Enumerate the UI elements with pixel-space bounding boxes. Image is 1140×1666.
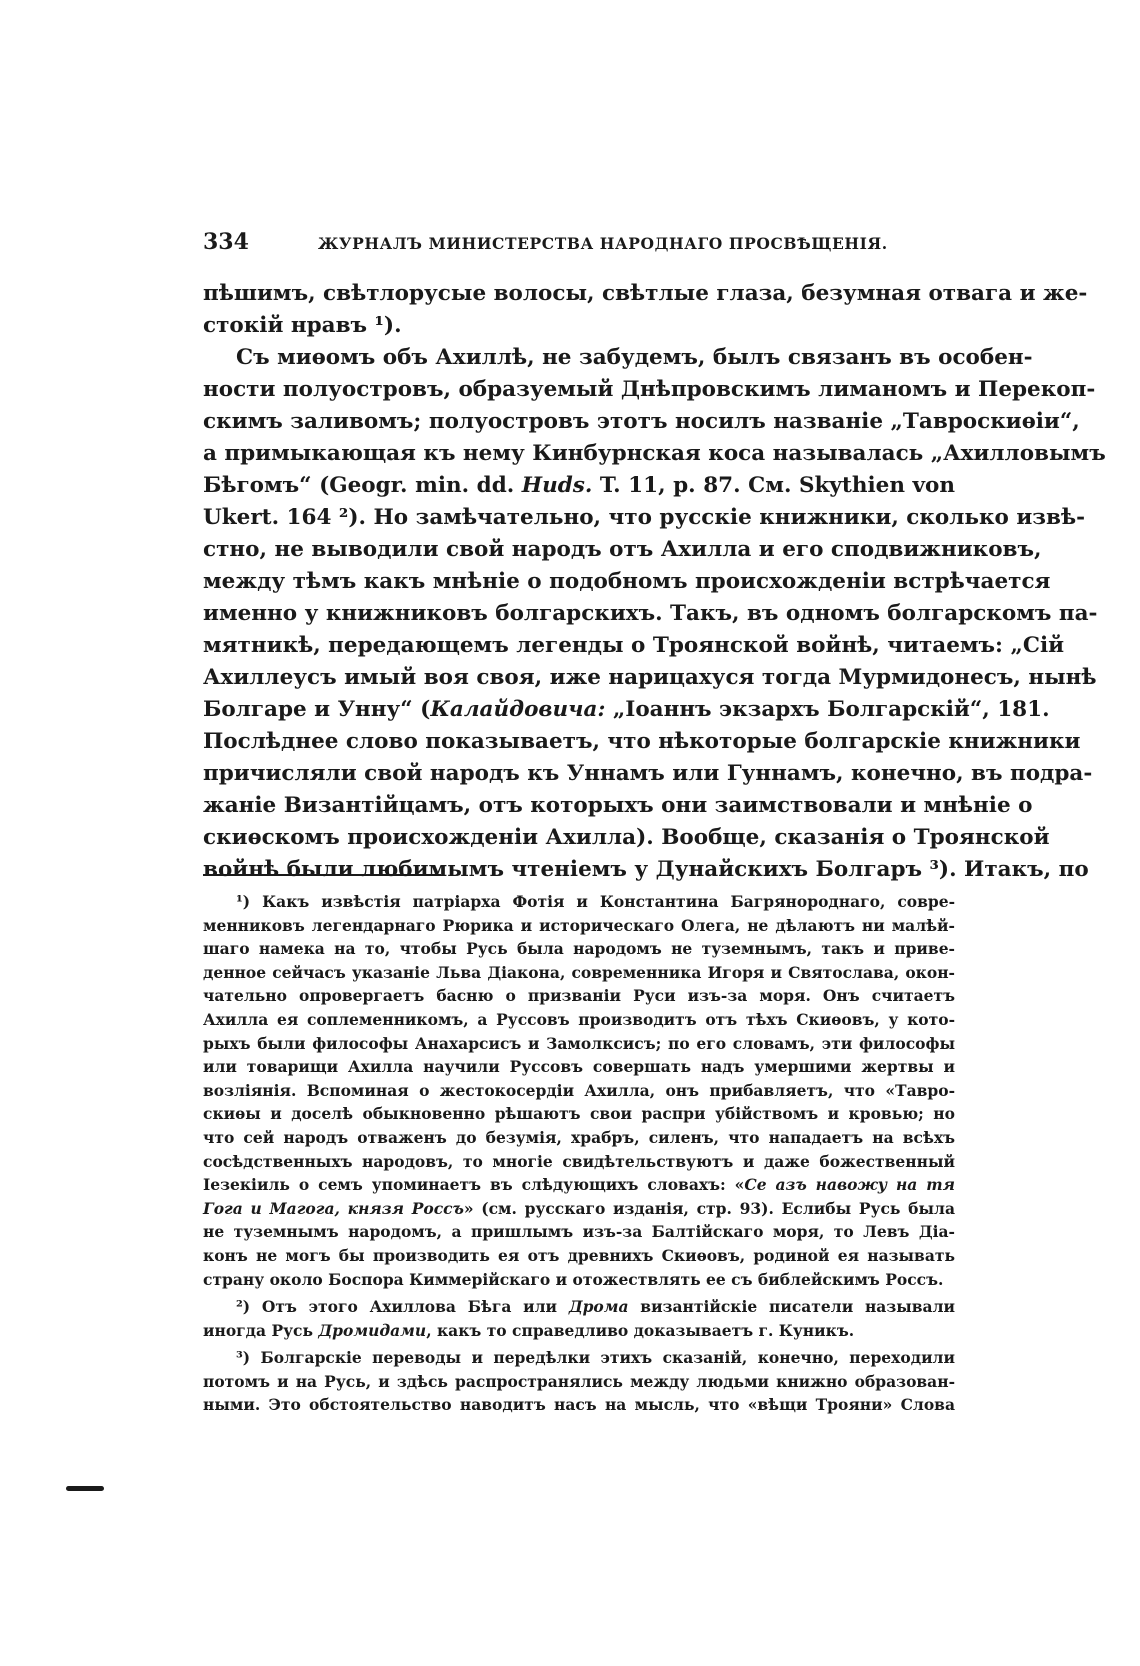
main-text: [203, 278, 1106, 886]
footnote-3-line: ³) Болгарскіе переводы и передѣлки этихъ сказаній, конечно, переходили: [236, 1348, 955, 1368]
footnote-line: менниковъ легендарнаго Рюрика и историческаго Олега, не дѣлаютъ ни малѣй-: [203, 915, 955, 935]
footnote-line: чательно опровергаетъ басню о призваніи Руси изъ-за моря. Онъ считаетъ: [203, 986, 955, 1006]
footnote-italic: Се азъ навожу на тя: [744, 1175, 956, 1195]
footnote-italic: Дромидами: [318, 1320, 427, 1340]
body-line: Съ миѳомъ объ Ахиллѣ, не забудемъ, былъ связанъ въ особен-: [236, 345, 1033, 370]
footnotes: [203, 890, 955, 1417]
footnote-line: что сей народъ отваженъ до безумія, храбръ, силенъ, что нападаетъ на всѣхъ: [203, 1127, 955, 1147]
footnote-text: , какъ то справедливо доказываетъ г. Куникъ.: [426, 1320, 855, 1340]
body-line: скиѳскомъ происхожденіи Ахилла). Вообще, сказанія о Троянской: [203, 825, 1050, 850]
body-text: Бѣгомъ“ (Geogr. min. dd.: [203, 473, 522, 498]
body-line: Ukert. 164 ²). Но замѣчательно, что русскіе книжники, сколько извѣ-: [203, 505, 1086, 530]
body-line: мятникѣ, передающемъ легенды о Троянской войнѣ, читаемъ: „Сій: [203, 633, 1065, 658]
body-line-kalaidovich: [203, 694, 1050, 726]
footnote-line: шаго намека на то, чтобы Русь была народомъ не туземнымъ, такъ и приве-: [203, 939, 955, 959]
body-line: Послѣднее слово показываетъ, что нѣкоторые болгарскіе книжники: [203, 729, 1081, 754]
page-number: 334: [203, 229, 249, 255]
footnote-italic: Гога и Магога, князя Россъ: [203, 1198, 464, 1218]
body-line: ности полуостровъ, образуемый Днѣпровскимъ лиманомъ и Перекоп-: [203, 377, 1096, 402]
body-line: именно у книжниковъ болгарскихъ. Такъ, въ одномъ болгарскомъ па-: [203, 601, 1098, 626]
footnote-line: рыхъ были философы Анахарсисъ и Замолксисъ; по его словамъ, эти философы: [203, 1033, 955, 1053]
footnote-text: византійскіе писатели называли: [628, 1297, 955, 1317]
footnote-3-line: потомъ и на Русь, и здѣсь распространялись между людьми книжно образован-: [203, 1371, 955, 1391]
body-line: а примыкающая къ нему Кинбурнская коса называлась „Ахилловымъ: [203, 441, 1106, 466]
body-line: стно, не выводили свой народъ отъ Ахилла и его сподвижниковъ,: [203, 537, 1042, 562]
footnote-rule: [203, 874, 441, 876]
footnote-line-quote-end: [203, 1197, 955, 1221]
footnote-line: денное сейчасъ указаніе Льва Діакона, современника Игоря и Святослава, окон-: [203, 962, 955, 982]
body-italic: Huds.: [521, 473, 593, 498]
body-text: Болгаре и Унну“ (: [203, 697, 431, 722]
page-header: [203, 228, 955, 262]
footnote-line: ¹) Какъ извѣстія патріарха Фотія и Константина Багрянороднаго, совре-: [236, 892, 955, 911]
running-title: ЖУРНАЛЪ МИНИСТЕРСТВА НАРОДНАГО ПРОСВѢЩЕНІЯ.: [318, 234, 888, 253]
body-line: войнѣ были любимымъ чтеніемъ у Дунайскихъ Болгаръ ³). Итакъ, по: [203, 857, 1089, 882]
body-line: пѣшимъ, свѣтлорусые волосы, свѣтлые глаза, безумная отвага и же-: [203, 281, 1088, 306]
footnote-line: страну около Боспора Киммерійскаго и отожествлять ее съ библейскимъ Россъ.: [203, 1269, 944, 1289]
footnote-text: ²) Отъ этого Ахиллова Бѣга или: [236, 1297, 569, 1317]
body-line: Ахиллеусъ имый воя своя, иже нарицахуся тогда Мурмидонесъ, нынѣ: [203, 665, 1097, 690]
body-line: жаніе Византійцамъ, отъ которыхъ они заимствовали и мнѣніе о: [203, 793, 1033, 818]
footnote-line: Ахилла ея соплеменникомъ, а Руссовъ производитъ отъ тѣхъ Скиѳовъ, у кото-: [203, 1009, 955, 1029]
body-line: причисляли свой народъ къ Уннамъ или Гуннамъ, конечно, въ подра-: [203, 761, 1093, 786]
footnote-line: скиѳы и доселѣ обыкновенно рѣшаютъ свои распри убійствомъ и кровью; но: [203, 1104, 955, 1124]
footnote-line: или товарищи Ахилла научили Руссовъ совершать надъ умершими жертвы и: [203, 1057, 955, 1077]
footnote-line: возліянія. Вспоминая о жестокосердіи Ахилла, онъ прибавляетъ, что «Тавро-: [203, 1080, 955, 1100]
body-line: между тѣмъ какъ мнѣніе о подобномъ происхожденіи встрѣчается: [203, 569, 1051, 594]
footnote-line: не туземнымъ народомъ, а пришлымъ изъ-за Балтійскаго моря, то Левъ Діа-: [203, 1222, 955, 1242]
body-line: скимъ заливомъ; полуостровъ этотъ носилъ названіе „Тавроскиѳіи“,: [203, 409, 1080, 434]
footnote-line-quote: [203, 1173, 955, 1197]
body-line: стокій нравъ ¹).: [203, 313, 402, 338]
body-text: T. 11, p. 87. См. Skythien von: [592, 473, 955, 498]
footnote-italic: Дрома: [568, 1297, 629, 1317]
footnote-2-line: [203, 1319, 955, 1343]
footnote-line: сосѣдственныхъ народовъ, то многіе свидѣтельствуютъ и даже божественный: [203, 1151, 955, 1171]
body-italic: Калайдовича:: [430, 697, 606, 722]
footnote-text: » (см. русскаго изданія, стр. 93). Еслибы Русь была: [463, 1198, 955, 1218]
footnote-2-line: [203, 1295, 955, 1319]
margin-dash-mark: [66, 1486, 104, 1491]
body-line-geogr: [203, 470, 955, 502]
footnote-line: конъ не могъ бы производить ея отъ древнихъ Скиѳовъ, родиной ея называть: [203, 1245, 955, 1265]
body-text: „Іоаннъ экзархъ Болгарскій“, 181.: [605, 697, 1050, 722]
footnote-text: иногда Русь: [203, 1320, 319, 1340]
footnote-text: Іезекіиль о семъ упоминаетъ въ слѣдующихъ словахъ: «: [203, 1175, 745, 1195]
footnote-3-line: ными. Это обстоятельство наводитъ насъ на мысль, что «вѣщи Трояни» Слова: [203, 1395, 955, 1415]
